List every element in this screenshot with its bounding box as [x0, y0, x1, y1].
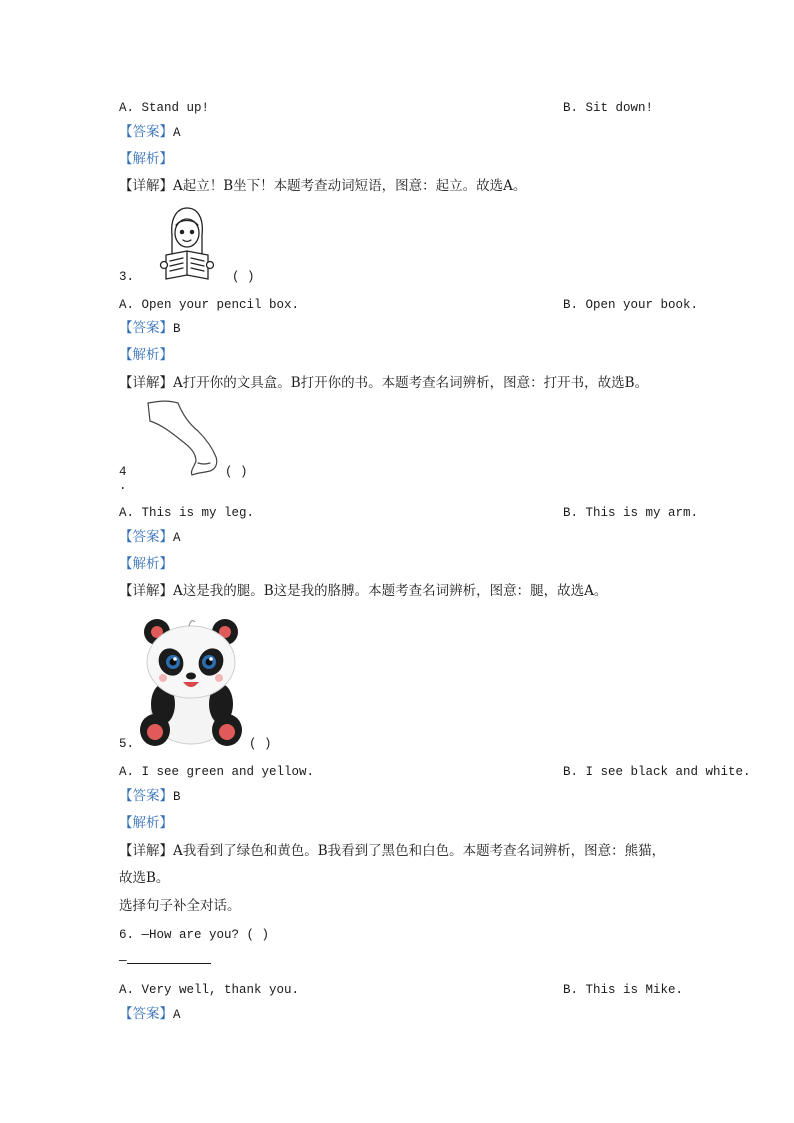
- panda-image: [135, 612, 247, 750]
- q6-options: [119, 981, 684, 999]
- q2-options: [119, 99, 654, 117]
- q4-analysis-tag: 【解析】: [119, 556, 173, 572]
- question-number: 5.: [119, 737, 135, 751]
- answer-tag: 【答案】: [119, 1006, 173, 1022]
- q2-answer: [119, 123, 181, 142]
- question-number: 3.: [119, 270, 135, 284]
- q4-option-a: A. This is my leg.: [119, 506, 255, 520]
- answer-tag: 【答案】: [119, 320, 173, 336]
- q5-options: [119, 763, 751, 781]
- answer-value: A: [173, 126, 181, 140]
- q5-option-b: B. I see black and white.: [563, 765, 751, 779]
- answer-value: A: [173, 1008, 181, 1022]
- leg-image: [142, 397, 224, 479]
- answer-tag: 【答案】: [119, 529, 173, 545]
- q3-option-b: B. Open your book.: [563, 298, 699, 312]
- answer-blank-line: [127, 951, 211, 964]
- q2-analysis-tag: 【解析】: [119, 151, 173, 167]
- detail-text: A这是我的腿。B这是我的胳膊。本题考查名词辨析，图意：腿，故选A。: [173, 583, 608, 599]
- q5-detail: [119, 842, 665, 860]
- q3-analysis-tag: 【解析】: [119, 347, 173, 363]
- q3-options: [119, 296, 699, 314]
- detail-tag: 【详解】: [119, 375, 173, 391]
- q4-option-b: B. This is my arm.: [563, 506, 699, 520]
- detail-tag: 【详解】: [119, 583, 173, 599]
- q6-response-line: [119, 951, 211, 970]
- answer-value: A: [173, 531, 181, 545]
- answer-value: B: [173, 790, 181, 804]
- detail-tag: 【详解】: [119, 843, 173, 859]
- girl-reading-book-image: [158, 205, 216, 283]
- q5-detail-continued: 故选B。: [119, 870, 170, 886]
- q2-option-b: B. Sit down!: [563, 101, 654, 115]
- q4-detail: [119, 582, 607, 600]
- q6-option-a: A. Very well, thank you.: [119, 983, 300, 997]
- q3-stem: [119, 268, 255, 286]
- q5-analysis-tag: 【解析】: [119, 815, 173, 831]
- section-instruction: 选择句子补全对话。: [119, 898, 241, 914]
- q4-number-dot: .: [119, 479, 127, 493]
- dash: —: [119, 954, 127, 968]
- q3-answer: [119, 319, 181, 338]
- detail-text: A我看到了绿色和黄色。B我看到了黑色和白色。本题考查名词辨析，图意：熊猫，: [173, 843, 666, 859]
- question-number: 4: [119, 465, 127, 479]
- q3-option-a: A. Open your pencil box.: [119, 298, 300, 312]
- q3-detail: [119, 374, 648, 392]
- q2-detail: [119, 177, 526, 195]
- detail-text: A打开你的文具盒。B打开你的书。本题考查名词辨析，图意：打开书，故选B。: [173, 375, 649, 391]
- detail-tag: 【详解】: [119, 178, 173, 194]
- q6-answer: [119, 1005, 181, 1024]
- q6-option-b: B. This is Mike.: [563, 983, 684, 997]
- q5-answer: [119, 787, 181, 806]
- q4-options: [119, 504, 699, 522]
- q2-option-a: A. Stand up!: [119, 101, 210, 115]
- q6-prompt: 6. —How are you? ( ): [119, 928, 270, 942]
- q5-option-a: A. I see green and yellow.: [119, 765, 315, 779]
- answer-tag: 【答案】: [119, 124, 173, 140]
- answer-blank-paren: ( ): [232, 270, 255, 284]
- answer-blank-paren: ( ): [225, 465, 248, 479]
- answer-value: B: [173, 322, 181, 336]
- q4-answer: [119, 528, 181, 547]
- answer-blank-paren: ( ): [249, 737, 272, 751]
- answer-tag: 【答案】: [119, 788, 173, 804]
- q5-stem: [119, 735, 272, 753]
- detail-text: A起立！B坐下！本题考查动词短语，图意：起立。故选A。: [173, 178, 527, 194]
